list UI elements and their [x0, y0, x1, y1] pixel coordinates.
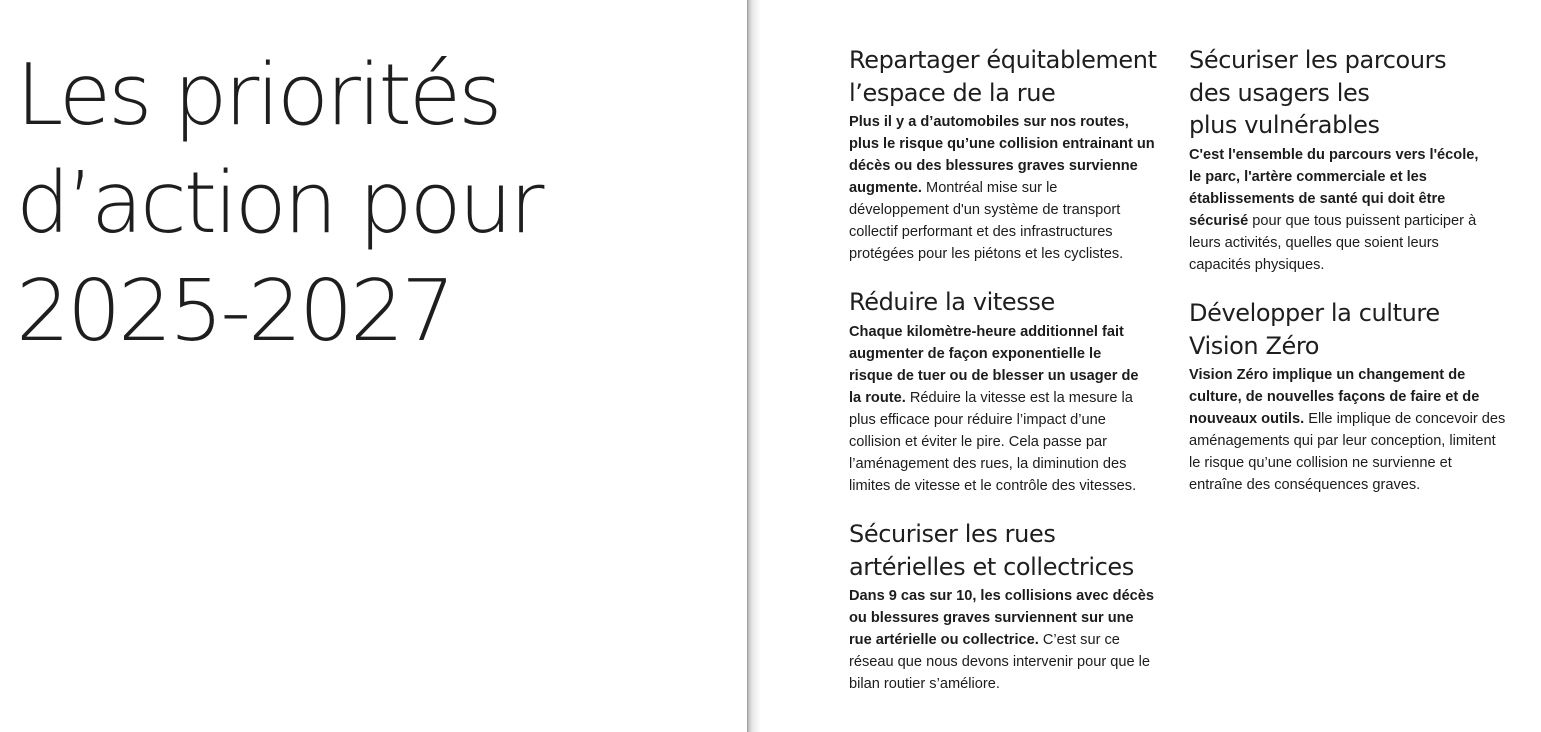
section-body-bold: Dans 9 cas sur 10, les collisions avec décès ou blessures graves surviennent sur une rue artérielle ou collectrice. [849, 588, 1155, 648]
section-body [1189, 144, 1479, 276]
section-body [849, 585, 1159, 695]
page-title-line: 2025-2027 [16, 262, 453, 361]
section-heading [849, 518, 1159, 583]
priority-secure-arterial-streets [849, 518, 1159, 695]
section-body [849, 321, 1149, 497]
section-heading-line: Vision Zéro [1189, 331, 1320, 360]
page-title-line: Les priorités [16, 46, 500, 145]
section-heading [849, 286, 1149, 319]
section-body [1189, 364, 1509, 496]
section-heading-line: Sécuriser les parcours [1189, 46, 1447, 74]
priority-share-street-space [849, 44, 1159, 265]
section-heading-line: Sécuriser les rues [849, 520, 1056, 548]
right-page [761, 0, 1541, 732]
section-body-bold: Vision Zéro implique un changement de culture, de nouvelles façons de faire et de nouveaux outils. [1189, 367, 1480, 427]
priority-vision-zero-culture [1189, 297, 1509, 496]
page-title-line: d’action pour [16, 154, 542, 253]
section-heading-line: Réduire la vitesse [849, 288, 1055, 316]
section-heading-line: Repartager équitablement [849, 46, 1157, 74]
left-page [0, 0, 749, 732]
page-title [16, 42, 736, 366]
page-gutter-shadow [747, 0, 761, 732]
section-heading [1189, 297, 1509, 362]
section-body-bold: Chaque kilomètre-heure additionnel fait augmenter de façon exponentielle le risque de tuer ou de blesser un usager de la route. [849, 323, 1139, 406]
section-heading-line: Développer la culture [1189, 299, 1440, 327]
section-body-regular: Réduire la vitesse est la mesure la plus efficace pour réduire l’impact d’une collision et éviter le pire. Cela passe par l’aménagement des rues, la diminution des limites de vitesse et le contrôle des vitesses. [849, 389, 1137, 494]
section-body-regular: C’est sur ce réseau que nous devons intervenir pour que le bilan routier s’améliore. [849, 632, 1150, 692]
section-heading-line: artérielles et collectrices [849, 552, 1134, 581]
section-body-regular: pour que tous puissent participer à leurs activités, quelles que soient leurs capacités physiques. [1189, 212, 1477, 273]
section-body-regular: Montréal mise sur le développement d'un système de transport collectif performant et des infrastructures protégées pour les piétons et les cyclistes. [849, 180, 1124, 262]
section-heading [1189, 44, 1479, 142]
section-heading-line: des usagers les [1189, 78, 1370, 107]
section-body-regular: Elle implique de concevoir des aménagements qui par leur conception, limitent le risque qu’une collision ne survienne et entraîne des conséquences graves. [1189, 411, 1506, 493]
section-heading-line: l’espace de la rue [849, 78, 1056, 107]
priority-secure-vulnerable-routes [1189, 44, 1479, 276]
section-body [849, 111, 1159, 265]
section-heading-line: plus vulnérables [1189, 111, 1380, 139]
section-body-bold: C'est l'ensemble du parcours vers l'école, le parc, l'artère commerciale et les établissements de santé qui doit être sécurisé [1189, 146, 1479, 229]
priority-reduce-speed [849, 286, 1149, 497]
section-body-bold: Plus il y a d’automobiles sur nos routes, plus le risque qu’une collision entrainant un décès ou des blessures graves survienne augmente. [849, 114, 1155, 196]
section-heading [849, 44, 1159, 109]
